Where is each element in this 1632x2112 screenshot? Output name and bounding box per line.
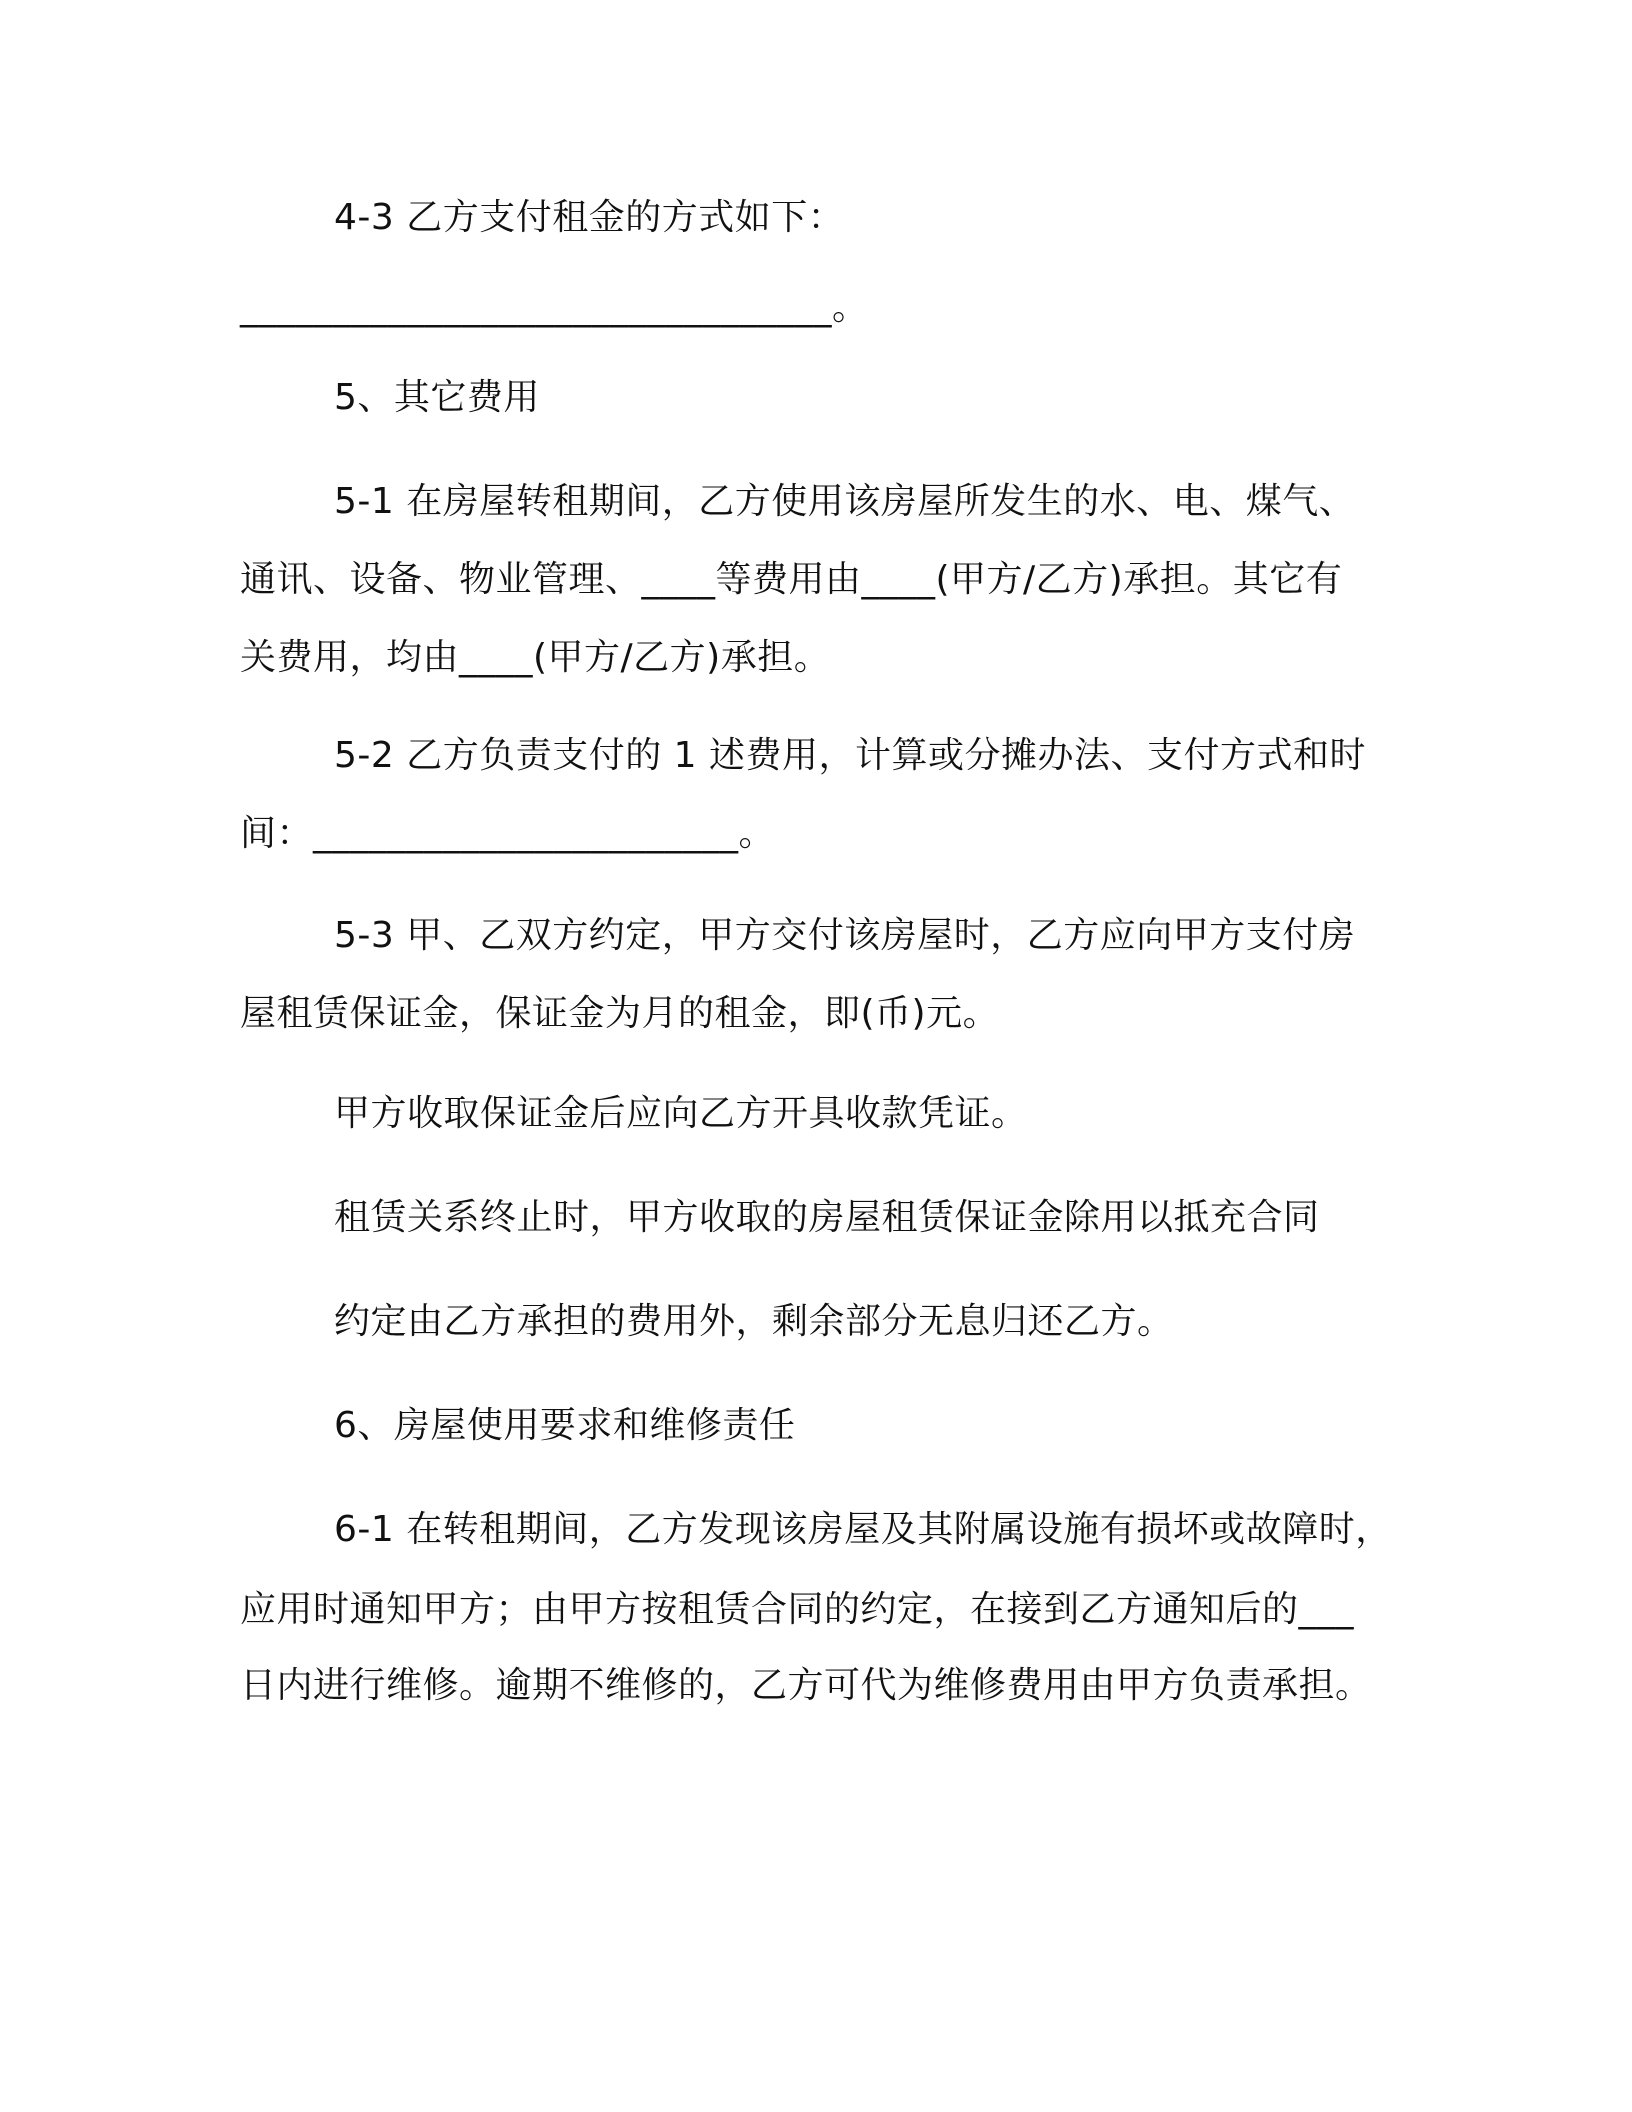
deposit-receipt-line: 甲方收取保证金后应向乙方开具收款凭证。 xyxy=(334,1093,1028,1134)
clause-5-1-line-1: 5-1 在房屋转租期间，乙方使用该房屋所发生的水、电、煤气、 xyxy=(334,481,1356,522)
clause-6-1-line-3: 日内进行维修。逾期不维修的，乙方可代为维修费用由甲方负责承担。 xyxy=(240,1665,1372,1706)
clause-4-3-heading: 4-3 乙方支付租金的方式如下： xyxy=(334,197,845,238)
clause-5-3-line-1: 5-3 甲、乙双方约定，甲方交付该房屋时，乙方应向甲方支付房 xyxy=(334,915,1356,956)
clause-5-1-line-2: 通讯、设备、物业管理、____等费用由____(甲方/乙方)承担。其它有 xyxy=(240,559,1343,600)
deposit-return-line-1: 租赁关系终止时，甲方收取的房屋租赁保证金除用以抵充合同 xyxy=(334,1197,1320,1238)
section-5-heading: 5、其它费用 xyxy=(334,377,540,418)
clause-4-3-blank: ________________________________。 xyxy=(240,287,869,328)
clause-5-3-line-2: 屋租赁保证金，保证金为月的租金，即(币)元。 xyxy=(240,993,1000,1034)
clause-6-1-line-1: 6-1 在转租期间，乙方发现该房屋及其附属设施有损坏或故障时， xyxy=(334,1509,1392,1550)
clause-6-1-line-2: 应用时通知甲方；由甲方按租赁合同的约定，在接到乙方通知后的___ xyxy=(240,1589,1355,1630)
clause-5-1-line-3: 关费用，均由____(甲方/乙方)承担。 xyxy=(240,637,831,678)
section-6-heading: 6、房屋使用要求和维修责任 xyxy=(334,1405,796,1446)
deposit-return-line-2: 约定由乙方承担的费用外，剩余部分无息归还乙方。 xyxy=(334,1301,1174,1342)
clause-5-2-line-2: 间：_______________________。 xyxy=(240,813,776,854)
clause-5-2-line-1: 5-2 乙方负责支付的 1 述费用，计算或分摊办法、支付方式和时 xyxy=(334,735,1367,776)
